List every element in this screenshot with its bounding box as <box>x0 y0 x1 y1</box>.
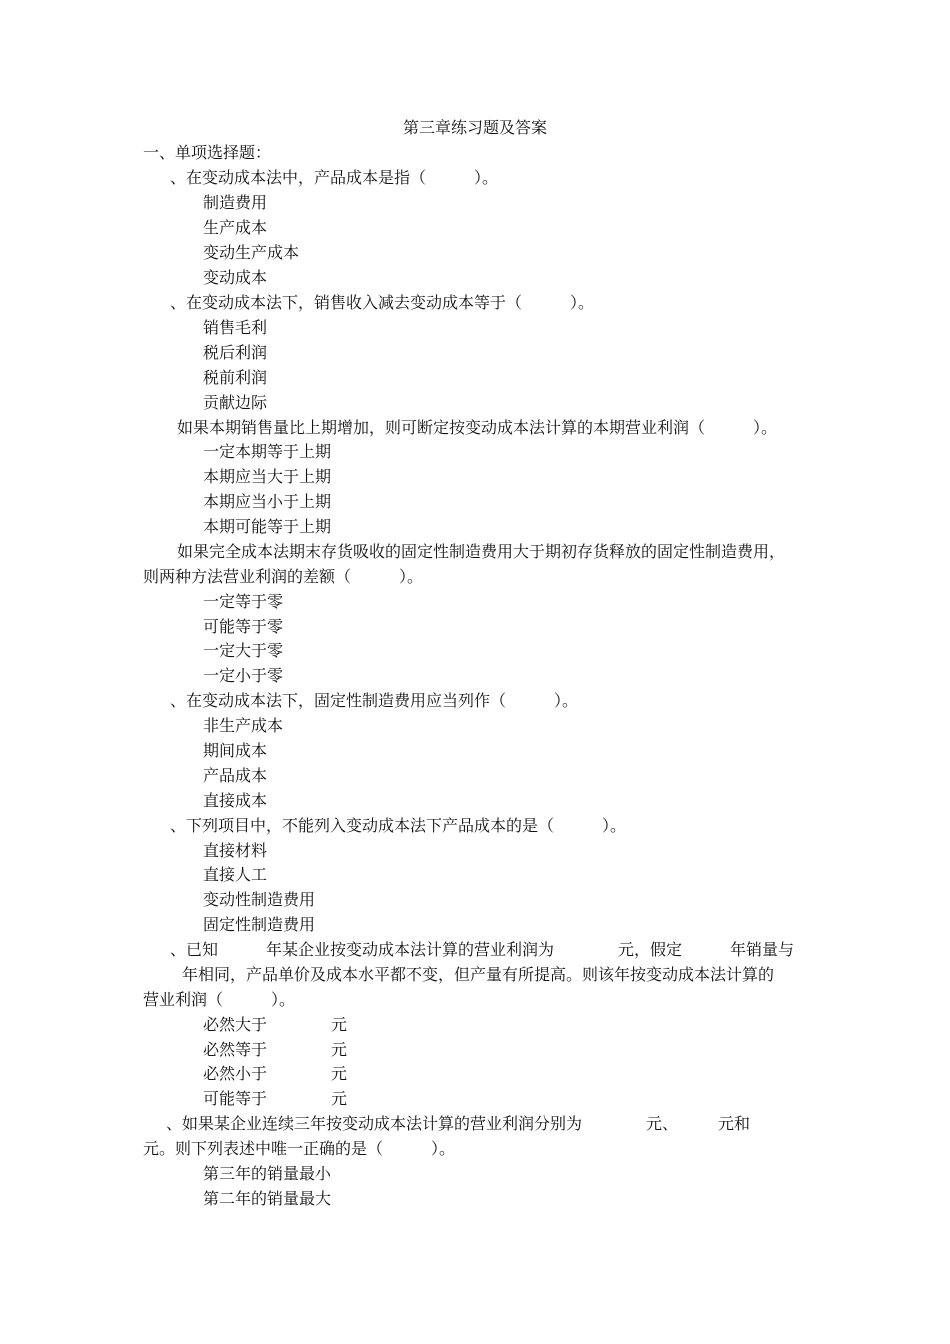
question-5-option: 期间成本 <box>203 741 268 760</box>
question-8-option: 第三年的销量最小 <box>203 1164 332 1183</box>
question-7-stem-line: 年相同，产品单价及成本水平都不变，但产量有所提高。则该年按变动成本法计算的 <box>182 965 775 984</box>
question-8-stem-line: 元。则下列表述中唯一正确的是（ ）。 <box>143 1139 456 1158</box>
question-8-option: 第二年的销量最大 <box>203 1189 332 1208</box>
question-3-option: 本期应当小于上期 <box>203 492 332 511</box>
question-4-stem-line: 则两种方法营业利润的差额（ ）。 <box>143 567 424 586</box>
question-1-stem: 、在变动成本法中，产品成本是指（ ）。 <box>170 168 499 187</box>
question-2-option: 贡献边际 <box>203 393 268 412</box>
question-7-stem-line: 、已知 年某企业按变动成本法计算的营业利润为 元，假定 年销量与 <box>170 940 795 959</box>
question-3-option: 一定本期等于上期 <box>203 442 332 461</box>
question-4-option: 一定等于零 <box>203 592 284 611</box>
question-6-option: 变动性制造费用 <box>203 890 316 909</box>
question-4-option: 可能等于零 <box>203 617 284 636</box>
section-heading: 一、单项选择题： <box>143 143 272 162</box>
question-7-option: 必然大于 元 <box>203 1015 348 1034</box>
question-8-stem-line: 、如果某企业连续三年按变动成本法计算的营业利润分别为 元、 元和 <box>166 1114 751 1133</box>
question-1-option: 变动生产成本 <box>203 243 300 262</box>
question-4-option: 一定小于零 <box>203 666 284 685</box>
question-3-stem: 如果本期销售量比上期增加，则可断定按变动成本法计算的本期营业利润（ ）。 <box>177 418 778 437</box>
question-7-option: 必然小于 元 <box>203 1064 348 1083</box>
question-6-stem: 、下列项目中，不能列入变动成本法下产品成本的是（ ）。 <box>170 816 627 835</box>
question-1-option: 生产成本 <box>203 218 268 237</box>
question-7-stem-line: 营业利润（ ）。 <box>143 990 296 1009</box>
question-7-option: 必然等于 元 <box>203 1040 348 1059</box>
question-4-option: 一定大于零 <box>203 641 284 660</box>
question-2-option: 销售毛利 <box>203 318 268 337</box>
question-3-option: 本期可能等于上期 <box>203 517 332 536</box>
question-5-stem: 、在变动成本法下，固定性制造费用应当列作（ ）。 <box>170 691 579 710</box>
question-5-option: 非生产成本 <box>203 716 284 735</box>
question-6-option: 固定性制造费用 <box>203 915 316 934</box>
question-3-option: 本期应当大于上期 <box>203 467 332 486</box>
question-6-option: 直接人工 <box>203 865 268 884</box>
page-title: 第三章练习题及答案 <box>402 118 547 137</box>
question-1-option: 变动成本 <box>203 268 268 287</box>
question-5-option: 直接成本 <box>203 791 268 810</box>
question-2-option: 税后利润 <box>203 343 268 362</box>
question-2-option: 税前利润 <box>203 368 268 387</box>
question-6-option: 直接材料 <box>203 841 268 860</box>
question-2-stem: 、在变动成本法下，销售收入减去变动成本等于（ ）。 <box>170 293 595 312</box>
question-7-option: 可能等于 元 <box>203 1089 348 1108</box>
question-5-option: 产品成本 <box>203 766 268 785</box>
question-1-option: 制造费用 <box>203 193 268 212</box>
question-4-stem-line: 如果完全成本法期末存货吸收的固定性制造费用大于期初存货释放的固定性制造费用， <box>177 542 786 561</box>
